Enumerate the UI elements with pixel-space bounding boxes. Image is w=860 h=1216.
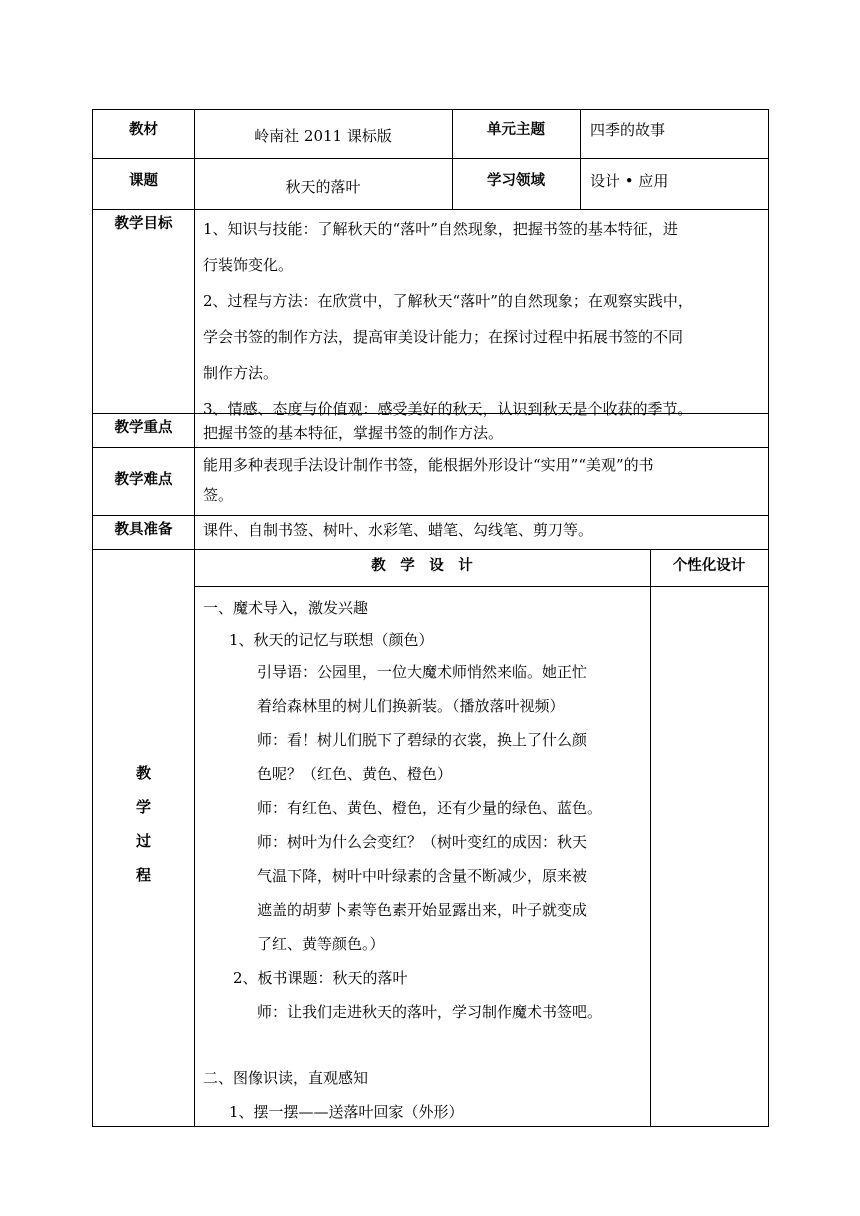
objectives-line: 2、过程与方法：在欣赏中，了解秋天“落叶”的自然现象；在观察实践中， — [203, 292, 693, 310]
topic-label: 课题 — [129, 173, 158, 189]
item1-line: 了红、黄等颜色。） — [257, 935, 385, 953]
objectives-text — [203, 211, 693, 427]
item1-line: 着给森林里的树儿们换新装。（播放落叶视频） — [257, 697, 565, 715]
item1-line: 气温下降，树叶中叶绿素的含量不断减少，原来被 — [257, 867, 588, 885]
difficulties-line: 能用多种表现手法设计制作书签，能根据外形设计“实用”“美观”的书 — [203, 456, 654, 474]
textbook-label: 教材 — [129, 122, 158, 138]
personal-design-header: 个性化设计 — [672, 558, 746, 574]
domain-value: 设计 • 应用 — [590, 172, 669, 190]
unit-theme-value: 四季的故事 — [590, 121, 666, 139]
item1-line: 引导语：公园里，一位大魔术师悄然来临。她正忙 — [257, 663, 588, 681]
item2-line: 师：让我们走进秋天的落叶，学习制作魔术书签吧。 — [257, 1003, 603, 1021]
objectives-line: 1、知识与技能：了解秋天的“落叶”自然现象，把握书签的基本特征，进 — [203, 220, 678, 238]
objectives-line: 学会书签的制作方法，提高审美设计能力；在探讨过程中拓展书签的不同 — [203, 328, 684, 346]
lesson-plan-table — [92, 109, 769, 1127]
item1-text — [257, 655, 602, 961]
section2-title: 二、图像识读，直观感知 — [203, 1069, 369, 1087]
difficulties-line: 签。 — [203, 486, 234, 504]
item1-line: 遮盖的胡萝卜素等色素开始显露出来，叶子就变成 — [257, 901, 588, 919]
materials-text: 课件、自制书签、树叶、水彩笔、蜡笔、勾线笔、剪刀等。 — [203, 521, 594, 539]
difficulties-label: 教学难点 — [114, 472, 173, 488]
item1-line: 师：有红色、黄色、橙色，还有少量的绿色、蓝色。 — [257, 799, 603, 817]
item1-line: 师：看！树儿们脱下了碧绿的衣裳，换上了什么颜 — [257, 731, 588, 749]
item1-line: 师：树叶为什么会变红？（树叶变红的成因：秋天 — [257, 833, 588, 851]
topic-value: 秋天的落叶 — [285, 178, 361, 196]
key-points-text: 把握书签的基本特征，掌握书签的制作方法。 — [203, 424, 504, 442]
unit-theme-label: 单元主题 — [487, 122, 545, 138]
section2-item1: 1、摆一摆——送落叶回家（外形） — [229, 1103, 464, 1121]
item2-title: 2、板书课题：秋天的落叶 — [233, 969, 408, 987]
key-points-label: 教学重点 — [114, 420, 173, 436]
materials-label: 教具准备 — [114, 522, 173, 538]
domain-label: 学习领域 — [487, 173, 545, 189]
item1-title: 1、秋天的记忆与联想（颜色） — [229, 631, 434, 649]
item1-line: 色呢？（红色、黄色、橙色） — [257, 765, 453, 783]
design-header: 教 学 设 计 — [371, 558, 473, 574]
section1-title: 一、魔术导入，激发兴趣 — [203, 599, 369, 617]
objectives-line: 行装饰变化。 — [203, 256, 294, 274]
objectives-line: 3、情感、态度与价值观：感受美好的秋天，认识到秋天是个收获的季节。 — [203, 400, 693, 418]
difficulties-text — [203, 450, 654, 510]
process-label: 教 学 过 程 — [135, 764, 151, 884]
textbook-value: 岭南社 2011 课标版 — [254, 127, 392, 145]
objectives-label: 教学目标 — [114, 216, 173, 232]
objectives-line: 制作方法。 — [203, 364, 279, 382]
